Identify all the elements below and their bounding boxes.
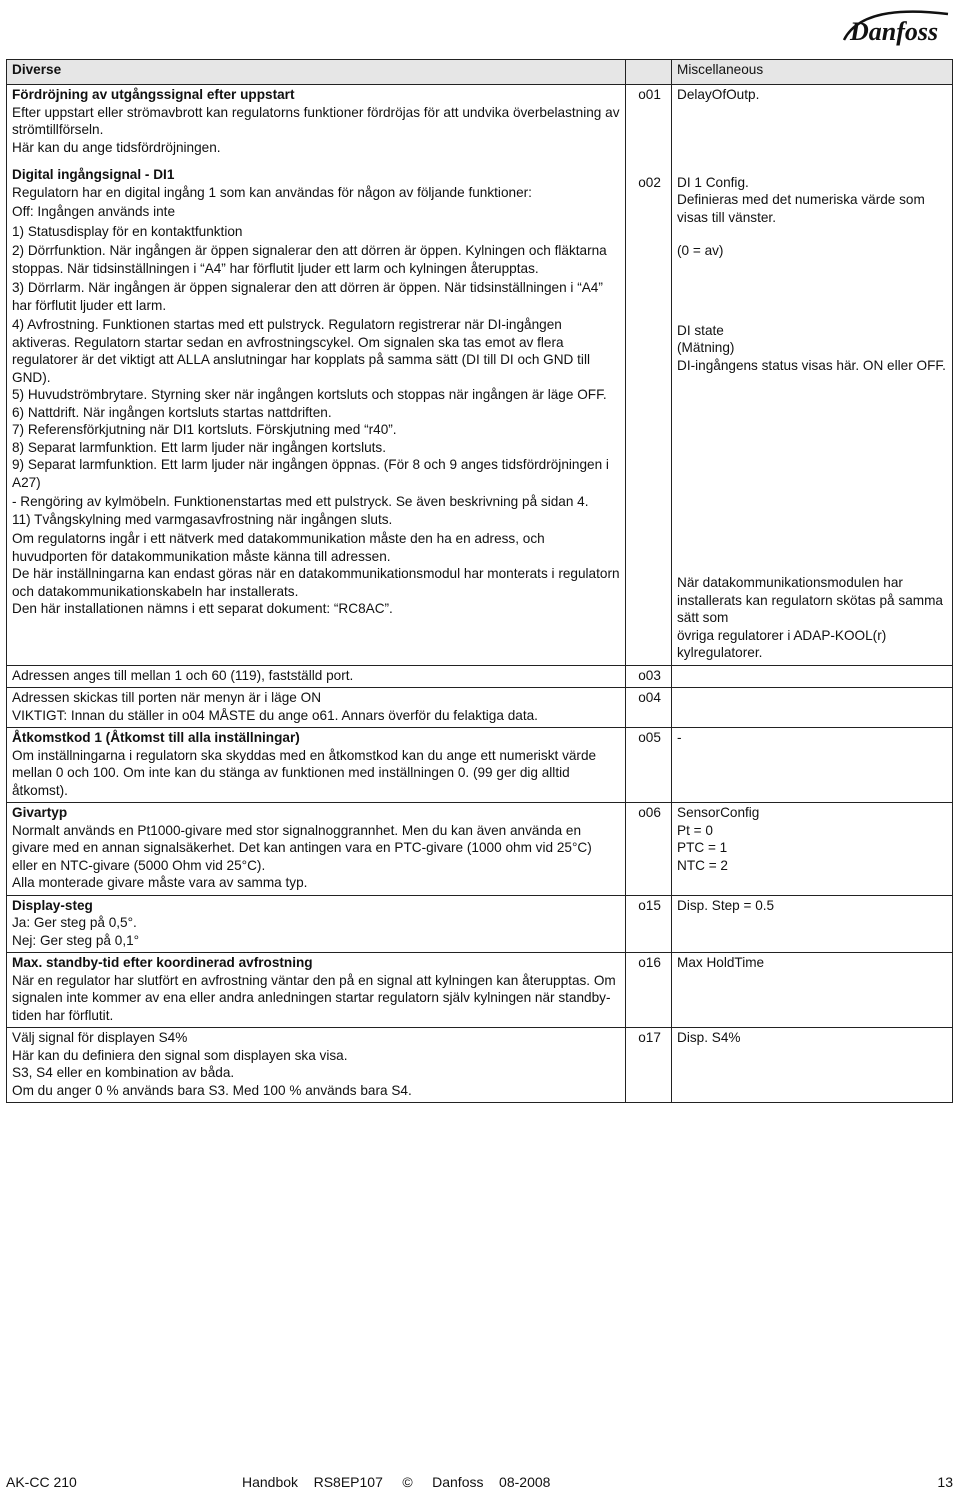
code-cell: o16 — [626, 953, 672, 1028]
table-row — [7, 85, 953, 666]
code-cell: o03 — [626, 665, 672, 688]
description-cell — [7, 1028, 626, 1103]
copyright-symbol: © — [402, 1474, 413, 1490]
page-footer — [6, 1474, 953, 1492]
section-title: Max. standby-tid efter koordinerad avfrostning — [12, 955, 313, 970]
parameter-cell: - — [672, 728, 953, 803]
body-text: 8) Separat larmfunktion. Ett larm ljuder när ingången kortsluts. — [12, 439, 387, 455]
parameter-cell: Disp. Step = 0.5 — [672, 895, 953, 953]
logo-wordmark: Danfoss — [850, 17, 939, 46]
table-row — [7, 688, 953, 728]
body-text: Adressen anges till mellan 1 och 60 (119), fastställd port. — [12, 667, 354, 683]
table-row — [7, 895, 953, 953]
table-header-row — [7, 60, 953, 85]
body-text: Off: Ingången används inte — [12, 204, 175, 219]
parameter-text: Pt = 0 — [677, 822, 713, 838]
header-diverse: Diverse — [7, 60, 626, 85]
body-text: Om regulatorns ingår i ett nätverk med datakommunikation måste den ha en adress, och huvudporten för datakommunikation måste känna till adressen. — [12, 531, 545, 564]
body-text: 9) Separat larmfunktion. Ett larm ljuder när ingången öppnas. (För 8 och 9 anges tidsfördröjningen i A27) — [12, 457, 609, 490]
body-text: 2) Dörrfunktion. När ingången är öppen signalerar den att dörren är öppen. Kylningen och fläktarna stoppas. När tidsinställningen i “A4” har förflutit ljuder ett larm och kylningen återupptas. — [12, 243, 607, 276]
body-text: Om inställningarna i regulatorn ska skyddas med en åtkomstkod kan du ange ett numeriskt värde mellan 0 och 100. Om inte kan du stänga av funktionen med inställningen 0. (99 ger dig alltid åtkomst). — [12, 747, 597, 798]
parameter-text: DI-ingångens status visas här. ON eller OFF. — [677, 357, 946, 373]
footer-date: 08-2008 — [499, 1474, 551, 1490]
parameter-name: SensorConfig — [677, 805, 760, 820]
table-row — [7, 728, 953, 803]
parameter-code: o02 — [638, 174, 661, 190]
parameter-text: När datakommunikationsmodulen har installerats kan regulatorn skötas på samma sätt som — [677, 575, 943, 625]
parameter-cell — [672, 803, 953, 896]
header-miscellaneous: Miscellaneous — [672, 60, 953, 85]
body-text: Normalt används en Pt1000-givare med stor signalnoggrannhet. Men du kan även använda en givare med en annan signalsäkerhet. Det kan antingen vara en PTC-givare (1000 ohm vid 25°C) eller en NTC-givare (5000 Ohm vid 25°C). — [12, 822, 592, 873]
description-cell — [7, 728, 626, 803]
parameter-text: (0 = av) — [677, 243, 724, 258]
body-text: 7) Referensförkjutning när DI1 kortsluts. Förskjutning med “r40”. — [12, 422, 397, 437]
body-text: - Rengöring av kylmöbeln. Funktionenstartas med ett pulstryck. Se även beskrivning på sidan 4. — [12, 494, 589, 509]
description-cell — [7, 803, 626, 896]
parameter-cell: Disp. S4% — [672, 1028, 953, 1103]
section-title: Digital ingångsignal - DI1 — [12, 167, 175, 182]
body-text: 1) Statusdisplay för en kontaktfunktion — [12, 223, 243, 239]
body-text: 3) Dörrlarm. När ingången är öppen signalerar den att dörren är öppen. När tidsinställningen i “A4” har förflutit ljuder ett larm. — [12, 280, 603, 313]
code-cell: o06 — [626, 803, 672, 896]
code-cell: o17 — [626, 1028, 672, 1103]
body-text: Den här installationen nämns i ett separat dokument: “RC8AC”. — [12, 601, 393, 616]
body-text: 4) Avfrostning. Funktionen startas med ett pulstryck. Regulatorn registrerar när DI-ingången aktiveras. Regulatorn startar sedan en avfrostningscykel. Om signalen ska tas emot av flera regulatorer är det viktigt att ALLA anslutningar har kopplats på samma sätt (DI till DI och GND till GND). — [12, 317, 590, 385]
description-cell — [7, 665, 626, 688]
parameter-text: PTC = 1 — [677, 840, 728, 855]
table-row — [7, 665, 953, 688]
body-text: 11) Tvångskylning med varmgasavfrostning när ingången sluts. — [12, 511, 393, 527]
body-text: Om du anger 0 % används bara S3. Med 100 % används bara S4. — [12, 1082, 412, 1098]
table-row — [7, 803, 953, 896]
description-cell — [7, 953, 626, 1028]
parameter-cell — [672, 665, 953, 688]
body-text: Alla monterade givare måste vara av samma typ. — [12, 875, 308, 890]
parameter-name: DI 1 Config. — [677, 174, 749, 190]
page-number: 13 — [937, 1474, 953, 1490]
parameter-table — [6, 59, 953, 1103]
description-cell — [7, 85, 626, 666]
body-text: Ja: Ger steg på 0,5°. — [12, 915, 137, 930]
parameter-text: (Mätning) — [677, 340, 735, 355]
code-cell — [626, 85, 672, 666]
danfoss-logo — [840, 6, 952, 50]
section-title: Åtkomstkod 1 (Åtkomst till alla inställningar) — [12, 730, 300, 745]
body-text: 5) Huvudströmbrytare. Styrning sker när ingången kortsluts och stoppas när ingången är läge OFF. — [12, 387, 607, 402]
body-text: Här kan du definiera den signal som displayen ska visa. — [12, 1047, 348, 1063]
description-cell — [7, 688, 626, 728]
body-text: Här kan du ange tidsfördröjningen. — [12, 139, 221, 155]
code-cell: o15 — [626, 895, 672, 953]
header-code-cell — [626, 60, 672, 85]
footer-company: Danfoss — [432, 1474, 484, 1490]
body-text: S3, S4 eller en kombination av båda. — [12, 1065, 235, 1080]
table-row — [7, 1028, 953, 1103]
body-text: VIKTIGT: Innan du ställer in o04 MÅSTE du ange o61. Annars överför du felaktiga data. — [12, 707, 538, 723]
parameter-cell — [672, 688, 953, 728]
footer-document-info — [242, 1474, 550, 1492]
body-text: Välj signal för displayen S4% — [12, 1030, 188, 1045]
body-text: De här inställningarna kan endast göras när en datakommunikationsmodul har monterats i regulatorn och datakommunikationskabeln har installerats. — [12, 566, 620, 599]
footer-model: AK-CC 210 — [6, 1474, 77, 1490]
section-title: Fördröjning av utgångssignal efter uppstart — [12, 87, 295, 102]
body-text: Nej: Ger steg på 0,1° — [12, 932, 140, 948]
body-text: Regulatorn har en digital ingång 1 som kan användas för någon av följande funktioner: — [12, 184, 532, 200]
description-cell — [7, 895, 626, 953]
body-text: Efter uppstart eller strömavbrott kan regulatorns funktioner fördröjas för att undvika överbelastning av strömtillförseln. — [12, 104, 620, 137]
body-text: När en regulator har slutfört en avfrostning väntar den på en signal att kylningen kan återupptas. Om signalen inte kommer av ena eller andra anledningen startar regulatorn själv kylningen när standby-tiden har förflutit. — [12, 972, 616, 1023]
body-text: Adressen skickas till porten när menyn är i läge ON — [12, 690, 322, 705]
parameter-cell — [672, 85, 953, 666]
code-cell: o04 — [626, 688, 672, 728]
parameter-name: DelayOfOutp. — [677, 87, 760, 102]
footer-handbook: Handbok — [242, 1474, 299, 1490]
section-title: Givartyp — [12, 805, 68, 820]
footer-doc-number: RS8EP107 — [313, 1474, 383, 1490]
parameter-text: NTC = 2 — [677, 857, 728, 873]
parameter-cell: Max HoldTime — [672, 953, 953, 1028]
parameter-code: o01 — [638, 87, 661, 102]
code-cell: o05 — [626, 728, 672, 803]
parameter-text: DI state — [677, 322, 724, 338]
parameter-text: Definieras med det numeriska värde som visas till vänster. — [677, 192, 925, 225]
parameter-text: övriga regulatorer i ADAP-KOOL(r) kylregulatorer. — [677, 627, 887, 660]
section-title: Display-steg — [12, 897, 93, 913]
table-row — [7, 953, 953, 1028]
body-text: 6) Nattdrift. När ingången kortsluts startas nattdriften. — [12, 404, 332, 420]
